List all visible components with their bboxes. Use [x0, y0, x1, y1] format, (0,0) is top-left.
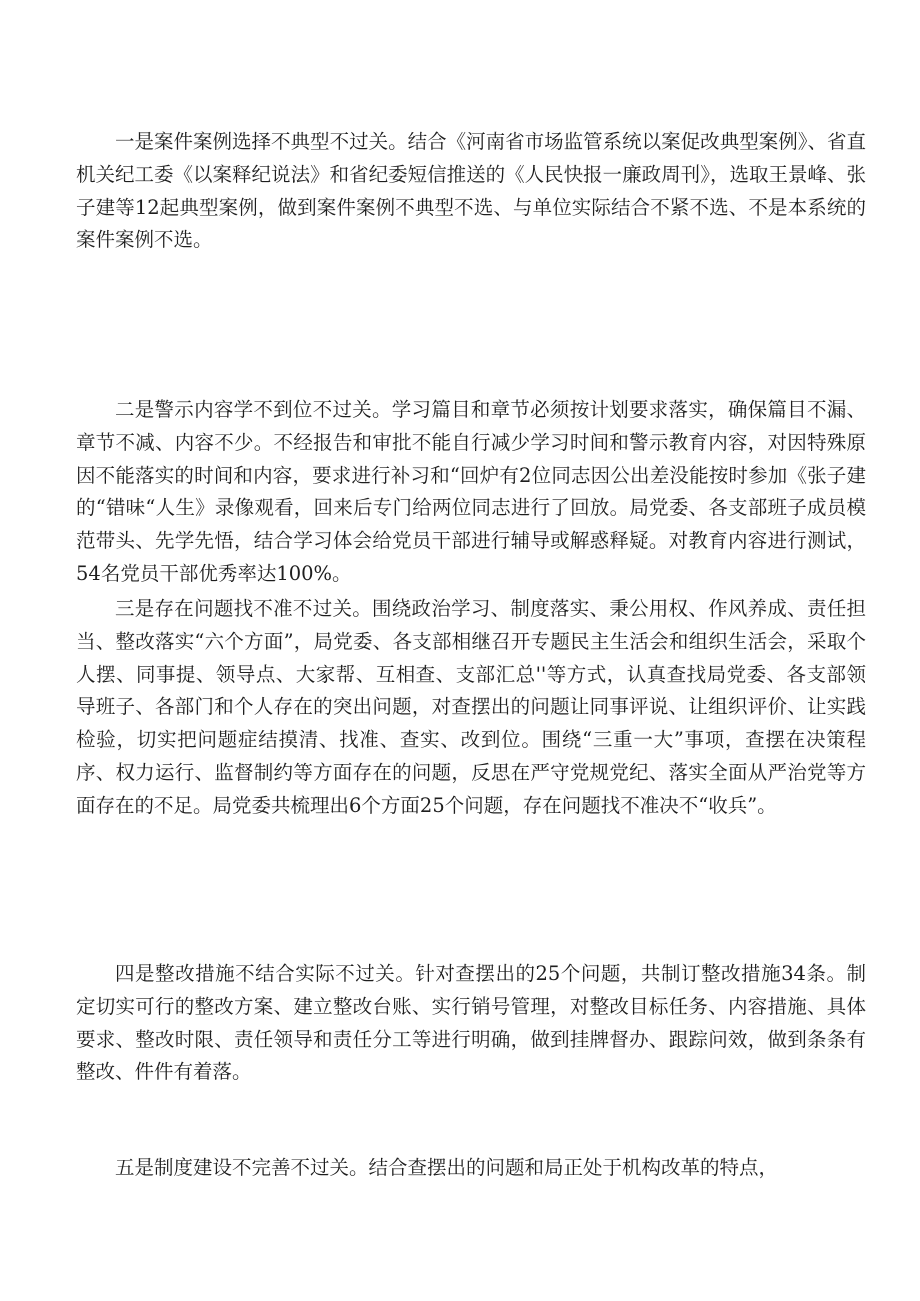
paragraph-problem-finding: 三是存在问题找不准不过关。围绕政治学习、制度落实、秉公用权、作风养成、责任担当、整改落实“六个方面”，局党委、各支部相继召开专题民主生活会和组织生活会，采取个人摆、同事提、领导点、大家帮、互相查、支部汇总''等方式，认真查找局党委、各支部领导班子、各部门和个人存在的突出问题，对查摆出的问题让同事评说、让组织评价、让实践检验，切实把问题症结摸清、找准、查实、改到位。围绕“三重一大”事项，查摆在决策程序、权力运行、监督制约等方面存在的问题，反思在严守党规党纪、落实全面从严治党等方面存在的不足。局党委共梳理出6个方面25个问题，存在问题找不准决不“收兵”。	[76, 597, 866, 817]
paragraph-rectification-measures: 四是整改措施不结合实际不过关。针对查摆出的25个问题，共制订整改措施34条。制定切实可行的整改方案、建立整改台账、实行销号管理，对整改目标任务、内容措施、具体要求、整改时限、责任领导和责任分工等进行明确，做到挂牌督办、跟踪问效，做到条条有整改、件件有着落。	[76, 962, 866, 1084]
paragraph-case-selection: 一是案件案例选择不典型不过关。结合《河南省市场监管系统以案促改典型案例》、省直机关纪工委《以案释纪说法》和省纪委短信推送的《人民快报一廉政周刊》，选取王景峰、张子建等12起典型案例，做到案件案例不典型不选、与单位实际结合不紧不选、不是本系统的案件案例不选。	[76, 130, 866, 252]
paragraph-warning-content: 二是警示内容学不到位不过关。学习篇目和章节必须按计划要求落实，确保篇目不漏、章节不减、内容不少。不经报告和审批不能自行减少学习时间和警示教育内容，对因特殊原因不能落实的时间和内容，要求进行补习和“回炉有2位同志因公出差没能按时参加《张子建的“错味“人生》录像观看，回来后专门给两位同志进行了回放。局党委、各支部班子成员模范带头、先学先悟，结合学习体会给党员干部进行辅导或解惑释疑。对教育内容进行测试，54名党员干部优秀率达100%。	[76, 398, 866, 585]
paragraph-system-building: 五是制度建设不完善不过关。结合查摆出的问题和局正处于机构改革的特点，	[115, 1156, 779, 1179]
